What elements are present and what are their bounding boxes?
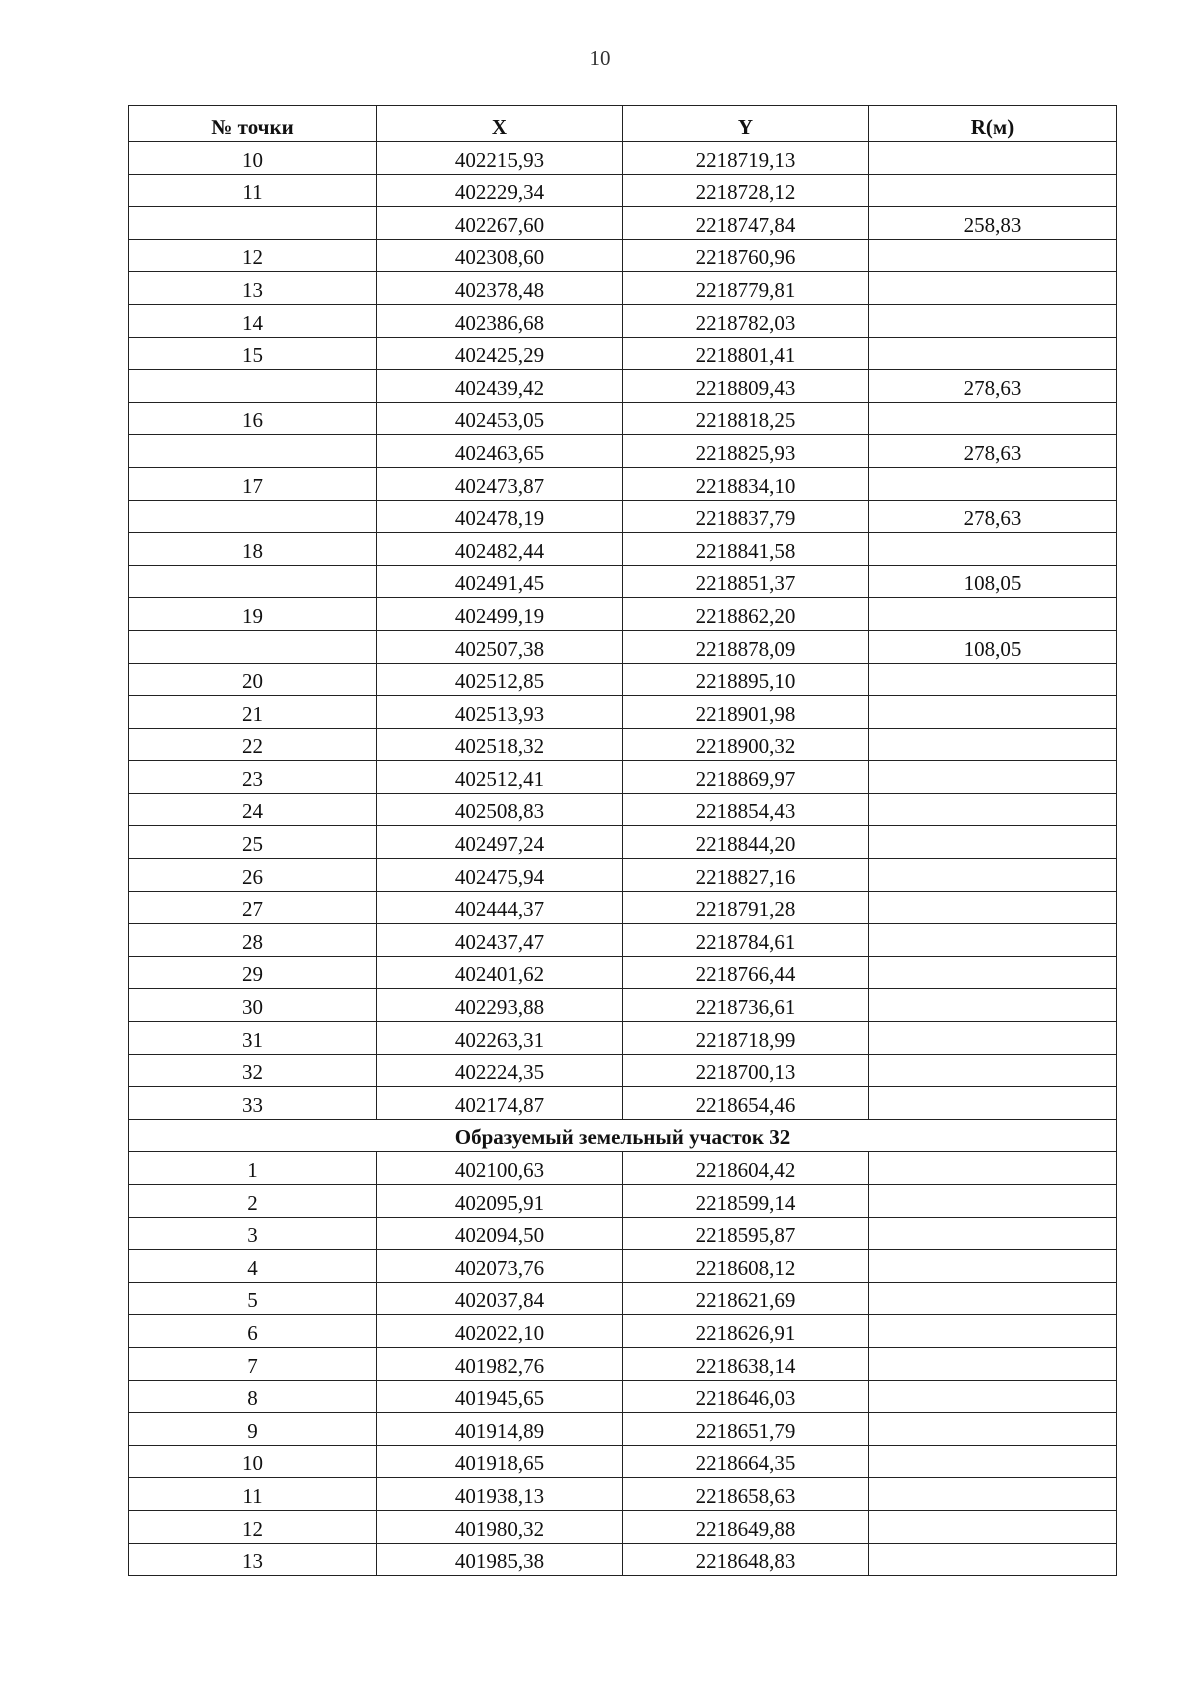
table-row (129, 1087, 1117, 1120)
table-row (129, 1282, 1117, 1315)
cell-x: 402475,94 (377, 859, 623, 892)
cell-point-number: 10 (129, 142, 377, 175)
cell-y: 2218791,28 (623, 891, 869, 924)
cell-radius (869, 1022, 1117, 1055)
cell-point-number: 21 (129, 696, 377, 729)
header-y: Y (623, 106, 869, 142)
table-row (129, 859, 1117, 892)
cell-y: 2218844,20 (623, 826, 869, 859)
cell-radius (869, 1380, 1117, 1413)
cell-point-number (129, 435, 377, 468)
cell-x: 402073,76 (377, 1250, 623, 1283)
cell-radius (869, 239, 1117, 272)
table-body (129, 142, 1117, 1576)
table-header-row (129, 106, 1117, 142)
cell-point-number (129, 370, 377, 403)
cell-point-number (129, 630, 377, 663)
section-title-row (129, 1119, 1117, 1152)
cell-point-number: 14 (129, 304, 377, 337)
cell-y: 2218841,58 (623, 533, 869, 566)
cell-radius (869, 1282, 1117, 1315)
cell-x: 402378,48 (377, 272, 623, 305)
cell-y: 2218900,32 (623, 728, 869, 761)
cell-x: 402508,83 (377, 793, 623, 826)
cell-y: 2218604,42 (623, 1152, 869, 1185)
cell-y: 2218766,44 (623, 956, 869, 989)
table-row (129, 956, 1117, 989)
cell-y: 2218700,13 (623, 1054, 869, 1087)
cell-y: 2218834,10 (623, 467, 869, 500)
cell-y: 2218827,16 (623, 859, 869, 892)
cell-x: 402497,24 (377, 826, 623, 859)
cell-point-number: 23 (129, 761, 377, 794)
table-row (129, 1152, 1117, 1185)
cell-x: 402473,87 (377, 467, 623, 500)
cell-y: 2218782,03 (623, 304, 869, 337)
cell-point-number: 31 (129, 1022, 377, 1055)
cell-y: 2218895,10 (623, 663, 869, 696)
cell-radius: 278,63 (869, 500, 1117, 533)
cell-point-number: 5 (129, 1282, 377, 1315)
cell-radius (869, 272, 1117, 305)
cell-radius (869, 1054, 1117, 1087)
cell-point-number: 12 (129, 239, 377, 272)
cell-y: 2218851,37 (623, 565, 869, 598)
cell-radius: 278,63 (869, 435, 1117, 468)
cell-radius (869, 989, 1117, 1022)
cell-x: 401985,38 (377, 1543, 623, 1576)
table-row (129, 826, 1117, 859)
cell-x: 402308,60 (377, 239, 623, 272)
cell-radius (869, 956, 1117, 989)
cell-radius (869, 1347, 1117, 1380)
cell-radius (869, 1445, 1117, 1478)
cell-y: 2218862,20 (623, 598, 869, 631)
cell-y: 2218718,99 (623, 1022, 869, 1055)
cell-y: 2218638,14 (623, 1347, 869, 1380)
cell-x: 402463,65 (377, 435, 623, 468)
cell-y: 2218825,93 (623, 435, 869, 468)
cell-x: 402453,05 (377, 402, 623, 435)
table-row (129, 598, 1117, 631)
header-point-number: № точки (129, 106, 377, 142)
cell-point-number: 19 (129, 598, 377, 631)
cell-radius (869, 1478, 1117, 1511)
cell-x: 402229,34 (377, 174, 623, 207)
cell-x: 401914,89 (377, 1413, 623, 1446)
cell-x: 402437,47 (377, 924, 623, 957)
cell-y: 2218878,09 (623, 630, 869, 663)
cell-x: 402022,10 (377, 1315, 623, 1348)
cell-y: 2218760,96 (623, 239, 869, 272)
cell-point-number (129, 207, 377, 240)
cell-y: 2218649,88 (623, 1510, 869, 1543)
cell-radius (869, 1250, 1117, 1283)
table-row (129, 337, 1117, 370)
table-row (129, 1478, 1117, 1511)
cell-x: 402386,68 (377, 304, 623, 337)
header-x: X (377, 106, 623, 142)
cell-x: 402444,37 (377, 891, 623, 924)
table-row (129, 1445, 1117, 1478)
cell-y: 2218779,81 (623, 272, 869, 305)
cell-y: 2218818,25 (623, 402, 869, 435)
cell-radius (869, 467, 1117, 500)
cell-x: 401918,65 (377, 1445, 623, 1478)
cell-radius (869, 1152, 1117, 1185)
table-row (129, 1413, 1117, 1446)
cell-point-number: 6 (129, 1315, 377, 1348)
cell-point-number: 16 (129, 402, 377, 435)
table-row (129, 1380, 1117, 1413)
table-row (129, 989, 1117, 1022)
cell-radius (869, 1185, 1117, 1218)
table-row (129, 1250, 1117, 1283)
cell-point-number: 30 (129, 989, 377, 1022)
cell-x: 402267,60 (377, 207, 623, 240)
cell-y: 2218747,84 (623, 207, 869, 240)
cell-x: 402507,38 (377, 630, 623, 663)
cell-x: 402263,31 (377, 1022, 623, 1055)
cell-y: 2218719,13 (623, 142, 869, 175)
cell-y: 2218654,46 (623, 1087, 869, 1120)
cell-y: 2218608,12 (623, 1250, 869, 1283)
cell-x: 402094,50 (377, 1217, 623, 1250)
cell-x: 401945,65 (377, 1380, 623, 1413)
table-row (129, 370, 1117, 403)
cell-y: 2218869,97 (623, 761, 869, 794)
cell-y: 2218646,03 (623, 1380, 869, 1413)
cell-point-number: 11 (129, 1478, 377, 1511)
table-row (129, 467, 1117, 500)
cell-x: 402401,62 (377, 956, 623, 989)
cell-radius: 278,63 (869, 370, 1117, 403)
cell-point-number (129, 500, 377, 533)
cell-y: 2218621,69 (623, 1282, 869, 1315)
cell-point-number: 13 (129, 1543, 377, 1576)
cell-y: 2218736,61 (623, 989, 869, 1022)
cell-x: 401938,13 (377, 1478, 623, 1511)
table-row (129, 142, 1117, 175)
cell-y: 2218854,43 (623, 793, 869, 826)
cell-point-number: 22 (129, 728, 377, 761)
cell-point-number: 33 (129, 1087, 377, 1120)
table-row (129, 1315, 1117, 1348)
table-row (129, 728, 1117, 761)
header-radius: R(м) (869, 106, 1117, 142)
cell-y: 2218599,14 (623, 1185, 869, 1218)
cell-radius (869, 142, 1117, 175)
cell-x: 402215,93 (377, 142, 623, 175)
cell-point-number: 29 (129, 956, 377, 989)
table-row (129, 500, 1117, 533)
cell-x: 402439,42 (377, 370, 623, 403)
table-row (129, 924, 1117, 957)
cell-x: 402482,44 (377, 533, 623, 566)
cell-y: 2218728,12 (623, 174, 869, 207)
cell-x: 402174,87 (377, 1087, 623, 1120)
cell-x: 402100,63 (377, 1152, 623, 1185)
cell-radius (869, 337, 1117, 370)
table-row (129, 1054, 1117, 1087)
cell-y: 2218801,41 (623, 337, 869, 370)
table-row (129, 696, 1117, 729)
cell-radius (869, 174, 1117, 207)
cell-point-number: 10 (129, 1445, 377, 1478)
cell-x: 402478,19 (377, 500, 623, 533)
cell-radius (869, 402, 1117, 435)
cell-x: 402425,29 (377, 337, 623, 370)
cell-x: 402037,84 (377, 1282, 623, 1315)
cell-point-number: 13 (129, 272, 377, 305)
cell-y: 2218664,35 (623, 1445, 869, 1478)
table-row (129, 793, 1117, 826)
cell-radius (869, 859, 1117, 892)
cell-point-number: 18 (129, 533, 377, 566)
cell-point-number: 17 (129, 467, 377, 500)
cell-y: 2218784,61 (623, 924, 869, 957)
table-row (129, 1217, 1117, 1250)
cell-x: 402293,88 (377, 989, 623, 1022)
table-row (129, 1185, 1117, 1218)
cell-point-number: 11 (129, 174, 377, 207)
cell-y: 2218648,83 (623, 1543, 869, 1576)
cell-y: 2218901,98 (623, 696, 869, 729)
table-row (129, 761, 1117, 794)
table-row (129, 402, 1117, 435)
page-number: 10 (589, 46, 611, 70)
cell-point-number: 26 (129, 859, 377, 892)
cell-radius (869, 728, 1117, 761)
cell-point-number: 27 (129, 891, 377, 924)
cell-point-number: 12 (129, 1510, 377, 1543)
cell-point-number: 24 (129, 793, 377, 826)
cell-x: 401982,76 (377, 1347, 623, 1380)
cell-radius (869, 1543, 1117, 1576)
cell-y: 2218651,79 (623, 1413, 869, 1446)
table-row (129, 663, 1117, 696)
table-row (129, 174, 1117, 207)
cell-radius (869, 1087, 1117, 1120)
table-row (129, 304, 1117, 337)
cell-point-number: 1 (129, 1152, 377, 1185)
cell-radius: 108,05 (869, 565, 1117, 598)
table-row (129, 1022, 1117, 1055)
cell-x: 402512,41 (377, 761, 623, 794)
cell-point-number (129, 565, 377, 598)
cell-x: 402491,45 (377, 565, 623, 598)
cell-x: 402095,91 (377, 1185, 623, 1218)
cell-x: 402224,35 (377, 1054, 623, 1087)
cell-radius (869, 891, 1117, 924)
table-row (129, 1543, 1117, 1576)
cell-x: 402499,19 (377, 598, 623, 631)
table-row (129, 630, 1117, 663)
cell-y: 2218809,43 (623, 370, 869, 403)
section-title: Образуемый земельный участок 32 (129, 1119, 1117, 1152)
cell-radius (869, 793, 1117, 826)
cell-radius (869, 924, 1117, 957)
cell-x: 402513,93 (377, 696, 623, 729)
cell-radius (869, 826, 1117, 859)
table-row (129, 533, 1117, 566)
cell-point-number: 28 (129, 924, 377, 957)
cell-point-number: 9 (129, 1413, 377, 1446)
table-row (129, 891, 1117, 924)
table-row (129, 207, 1117, 240)
cell-radius (869, 533, 1117, 566)
coordinates-table (128, 105, 1117, 1576)
cell-point-number: 4 (129, 1250, 377, 1283)
cell-radius (869, 304, 1117, 337)
cell-y: 2218595,87 (623, 1217, 869, 1250)
table-row (129, 239, 1117, 272)
cell-point-number: 2 (129, 1185, 377, 1218)
cell-radius (869, 761, 1117, 794)
cell-y: 2218658,63 (623, 1478, 869, 1511)
table-row (129, 1347, 1117, 1380)
cell-radius (869, 1510, 1117, 1543)
cell-radius: 108,05 (869, 630, 1117, 663)
table-row (129, 1510, 1117, 1543)
cell-radius (869, 696, 1117, 729)
cell-point-number: 3 (129, 1217, 377, 1250)
cell-radius (869, 598, 1117, 631)
cell-radius (869, 1217, 1117, 1250)
cell-point-number: 32 (129, 1054, 377, 1087)
cell-radius (869, 1315, 1117, 1348)
cell-point-number: 25 (129, 826, 377, 859)
cell-radius (869, 1413, 1117, 1446)
cell-radius: 258,83 (869, 207, 1117, 240)
cell-x: 402512,85 (377, 663, 623, 696)
cell-x: 402518,32 (377, 728, 623, 761)
cell-y: 2218626,91 (623, 1315, 869, 1348)
cell-y: 2218837,79 (623, 500, 869, 533)
table-row (129, 565, 1117, 598)
cell-x: 401980,32 (377, 1510, 623, 1543)
table-row (129, 272, 1117, 305)
cell-point-number: 15 (129, 337, 377, 370)
cell-point-number: 7 (129, 1347, 377, 1380)
cell-point-number: 8 (129, 1380, 377, 1413)
cell-point-number: 20 (129, 663, 377, 696)
cell-radius (869, 663, 1117, 696)
table-row (129, 435, 1117, 468)
